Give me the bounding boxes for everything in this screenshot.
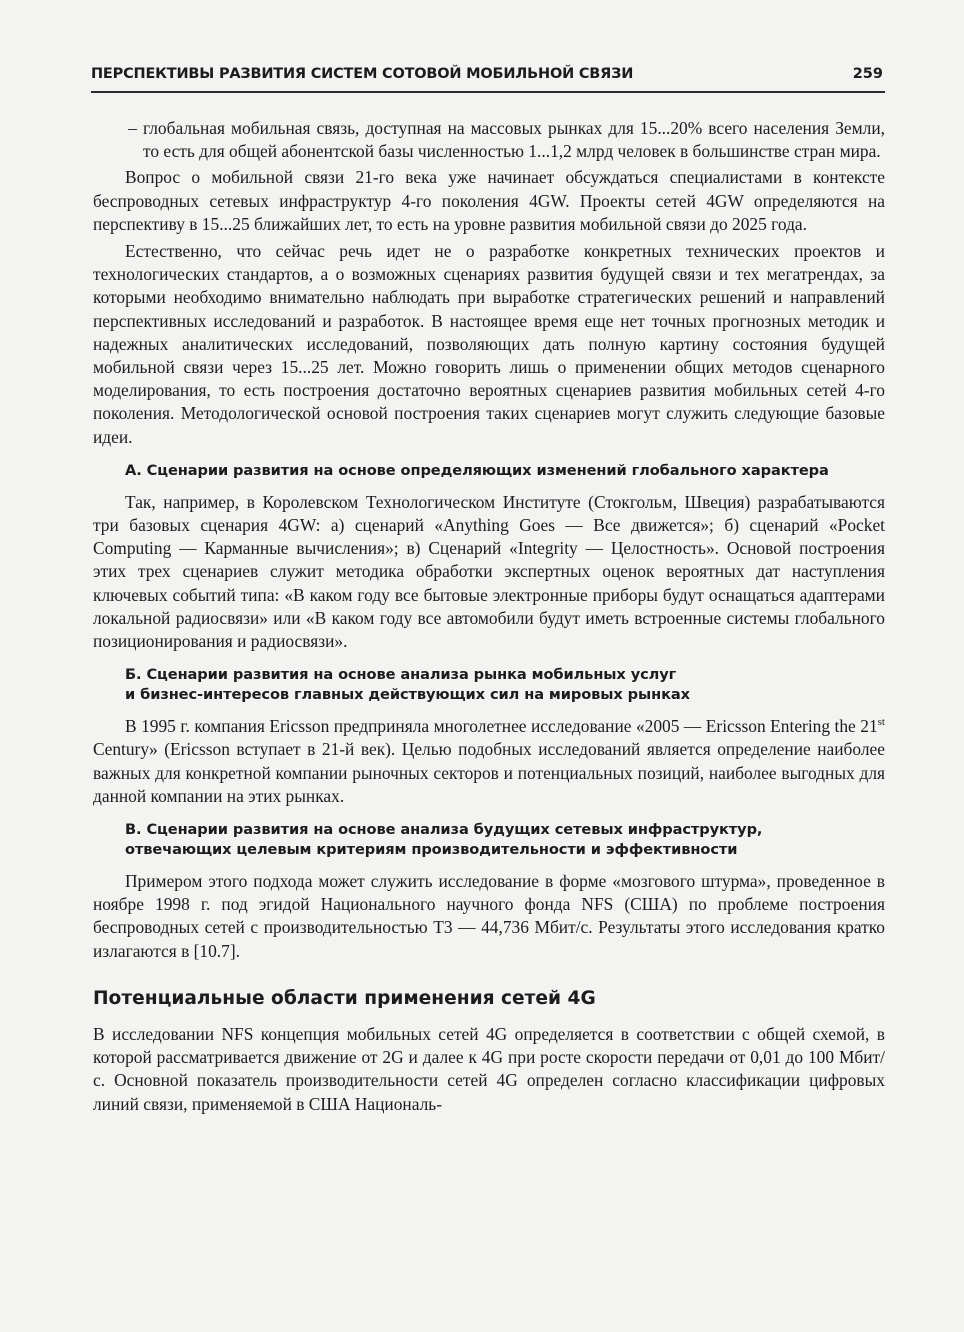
bullet-item xyxy=(93,117,885,163)
ericsson-text-before: В 1995 г. компания Ericsson предприняла многолетнее исследование «2005 — Ericsson Entering the 21 xyxy=(125,716,878,737)
subheading-c-line-2: отвечающих целевым критериям производительности и эффективности xyxy=(125,841,738,859)
subheading-b-line-2: и бизнес-интересов главных действующих сил на мировых рынках xyxy=(125,686,690,704)
running-head-title: ПЕРСПЕКТИВЫ РАЗВИТИЯ СИСТЕМ СОТОВОЙ МОБИЛЬНОЙ СВЯЗИ xyxy=(91,66,634,82)
ericsson-superscript: st xyxy=(877,716,885,729)
paragraph-nfs-concept: В исследовании NFS концепция мобильных сетей 4G определяется в соответствии с общей схемой, в которой рассматривается движение от 2G и далее к 4G при росте скорости передачи от 0,01 до 100 Мбит/с. Основной показатель производительности сетей 4G определен согласно классификации цифровых линий связи, применяемой в США Националь- xyxy=(93,1023,885,1114)
paragraph-scenarios: Естественно, что сейчас речь идет не о разработке конкретных технических проектов и технологических стандартов, а о возможных сценариях развития будущей связи и тех мегатрендах, за которыми необходимо внимательно наблюдать при выработке стратегических решений и направлений перспективных исследований и разработок. В настоящее время еще нет точных прогнозных методик и надежных аналитических исследований, позволяющих дать полную картину состояния будущей мобильной связи через 15...25 лет. Можно говорить лишь о применении общих методов сценарного моделирования, то есть построения достаточно вероятных сценариев развития мобильных сетей 4-го поколения. Методологической основой построения таких сценариев могут служить следующие базовые идеи. xyxy=(93,241,885,447)
subheading-b xyxy=(125,665,885,705)
paragraph-4gw-intro: Вопрос о мобильной связи 21-го века уже начинает обсуждаться специалистами в контексте беспроводных сетевых инфраструктур 4-го поколения 4GW. Проекты сетей 4GW определяются на перспективу в 15...25 ближайших лет, то есть на уровне развития мобильной связи до 2025 года. xyxy=(93,167,885,234)
page-header xyxy=(91,63,885,93)
ericsson-text-after: Century» (Ericsson вступает в 21-й век). Целью подобных исследований является определение наиболее важных для конкретной компании рыночных секторов и потенциальных позиций, наиболее выгодных для данной компании на этих рынках. xyxy=(93,739,885,806)
bullet-dash: – xyxy=(128,118,137,138)
bullet-text: глобальная мобильная связь, доступная на массовых рынках для 15...20% всего населения Земли, то есть для общей абонентской базы численностью 1...1,2 млрд человек в большинстве стран мира. xyxy=(143,118,885,162)
section-title: Потенциальные области применения сетей 4G xyxy=(93,987,596,1009)
paragraph-ericsson xyxy=(93,715,885,808)
subheading-a: А. Сценарии развития на основе определяющих изменений глобального характера xyxy=(125,461,829,479)
subheading-b-line-1: Б. Сценарии развития на основе анализа рынка мобильных услуг xyxy=(125,666,677,684)
page-number: 259 xyxy=(852,66,883,82)
page-body xyxy=(93,117,885,1116)
paragraph-kth-scenarios: Так, например, в Королевском Технологическом Институте (Стокгольм, Швеция) разрабатываются три базовых сценария 4GW: а) сценарий «Anything Goes — Все движется»; б) сценарий «Pocket Computing — Карманные вычисления»; в) Сценарий «Integrity — Целостность». Основой построения этих трех сценариев служит методика обработки экспертных оценок вероятных дат наступления ключевых событий типа: «В каком году все бытовые электронные приборы будут оснащаться адаптерами локальной радиосвязи» или «В каком году все автомобили будут иметь встроенные системы глобального позиционирования и радиосвязи». xyxy=(93,491,885,652)
subheading-c-line-1: В. Сценарии развития на основе анализа будущих сетевых инфраструктур, xyxy=(125,821,763,839)
subheading-c xyxy=(125,820,885,860)
paragraph-nfs-brainstorm: Примером этого подхода может служить исследование в форме «мозгового штурма», проведенное в ноябре 1998 г. под эгидой Национального научного фонда NFS (США) по проблеме построения беспроводных сетей с производительностью T3 — 44,736 Мбит/с. Результаты этого исследования кратко излагаются в [10.7]. xyxy=(93,871,885,961)
